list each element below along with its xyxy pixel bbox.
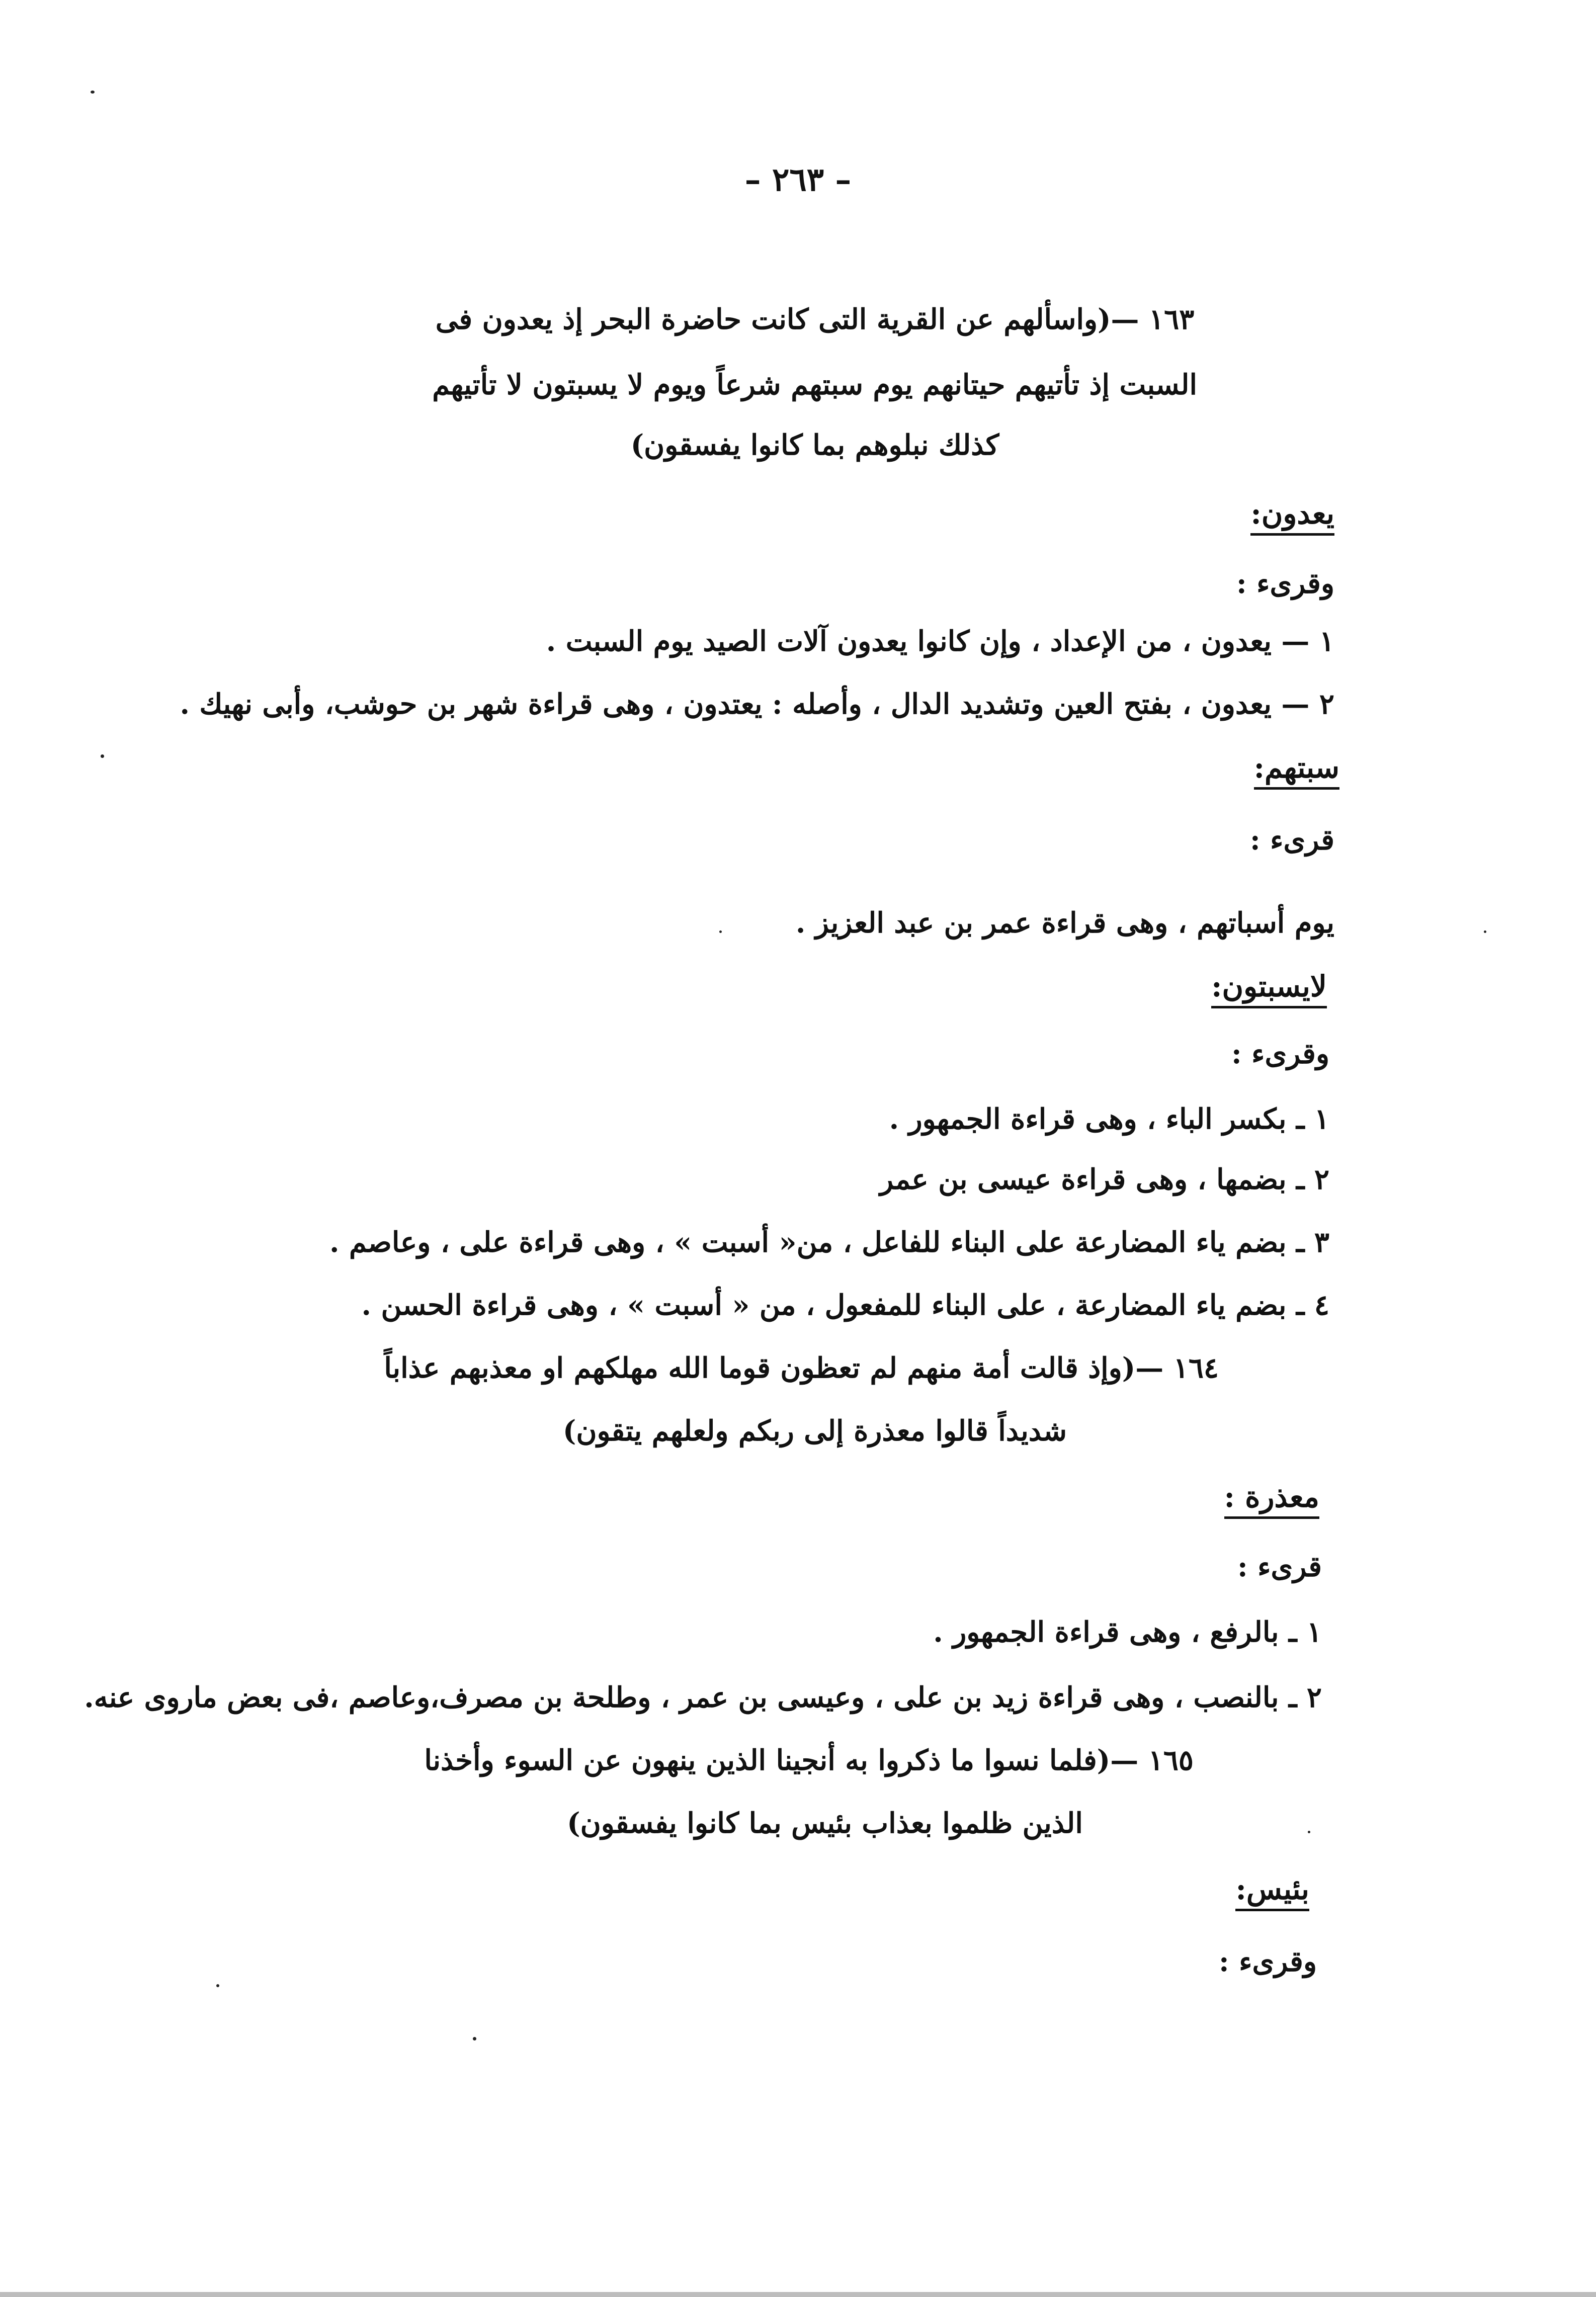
reading-item: ٢ — يعدون ، بفتح العين وتشديد الدال ، وأصله : يعتدون ، وهى قراءة شهر بن حوشب، وأبى نهيك . <box>180 688 1334 721</box>
verse-165-line-1: ١٦٥ —(فلما نسوا ما ذكروا به أنجينا الذين ينهون عن السوء وأخذنا <box>424 1744 1194 1777</box>
scan-speck <box>91 91 95 94</box>
reading-item: ١ ـ بالرفع ، وهى قراءة الجمهور . <box>933 1615 1322 1649</box>
page-number: – ٢٦٣ – <box>744 161 852 199</box>
heading-layasbitun: لايسبتون: <box>1211 971 1327 1008</box>
reading-item: ١ ـ بكسر الباء ، وهى قراءة الجمهور . <box>889 1102 1329 1136</box>
heading-yadun: يعدون: <box>1250 498 1334 536</box>
qurie-label: قرىء : <box>1250 823 1334 857</box>
heading-baisin: بئيس: <box>1235 1874 1309 1911</box>
viewer-bottom-edge <box>0 2292 1596 2297</box>
verse-163-line-3: كذلك نبلوهم بما كانوا يفسقون) <box>630 429 999 462</box>
scan-speck <box>1484 930 1486 933</box>
verse-164-line-1: ١٦٤ —(وإذ قالت أمة منهم لم تعظون قوما الله مهلكهم او معذبهم عذاباً <box>384 1351 1219 1385</box>
qurie-label: وقرىء : <box>1218 1945 1317 1978</box>
reading-item: ٣ ـ بضم ياء المضارعة على البناء للفاعل ، من« أسبت » ، وهى قراءة على ، وعاصم . <box>329 1226 1329 1259</box>
qurie-label: وقرىء : <box>1236 567 1334 600</box>
heading-madhira: معذرة : <box>1224 1481 1320 1519</box>
scan-speck <box>216 1984 219 1987</box>
qurie-label: قرىء : <box>1237 1550 1322 1583</box>
reading-item: ١ — يعدون ، من الإعداد ، وإن كانوا يعدون آلات الصيد يوم السبت . <box>546 625 1334 658</box>
scan-speck <box>1308 1831 1310 1833</box>
verse-163-line-2: السبت إذ تأتيهم حيتانهم يوم سبتهم شرعاً ويوم لا يسبتون لا تأتيهم <box>432 368 1197 401</box>
reading-item: يوم أسباتهم ، وهى قراءة عمر بن عبد العزيز . <box>795 906 1334 940</box>
verse-164-line-2: شديداً قالوا معذرة إلى ربكم ولعلهم يتقون) <box>562 1414 1067 1448</box>
reading-item: ٢ ـ بضمها ، وهى قراءة عيسى بن عمر <box>880 1163 1329 1196</box>
heading-sabtihim: سبتهم: <box>1254 752 1339 790</box>
scan-speck <box>473 2037 476 2040</box>
reading-item: ٢ ـ بالنصب ، وهى قراءة زيد بن على ، وعيسى بن عمر ، وطلحة بن مصرف،وعاصم ،فى بعض ماروى عنه. <box>84 1681 1322 1714</box>
verse-165-line-2: الذين ظلموا بعذاب بئيس بما كانوا يفسقون) <box>567 1807 1083 1840</box>
scan-speck <box>719 930 722 933</box>
reading-item: ٤ ـ بضم ياء المضارعة ، على البناء للمفعول ، من « أسبت » ، وهى قراءة الحسن . <box>361 1289 1329 1322</box>
qurie-label: وقرىء : <box>1231 1037 1329 1070</box>
verse-163-line-1: ١٦٣ —(واسألهم عن القرية التى كانت حاضرة البحر إذ يعدون فى <box>435 303 1195 336</box>
scan-speck <box>101 754 104 758</box>
